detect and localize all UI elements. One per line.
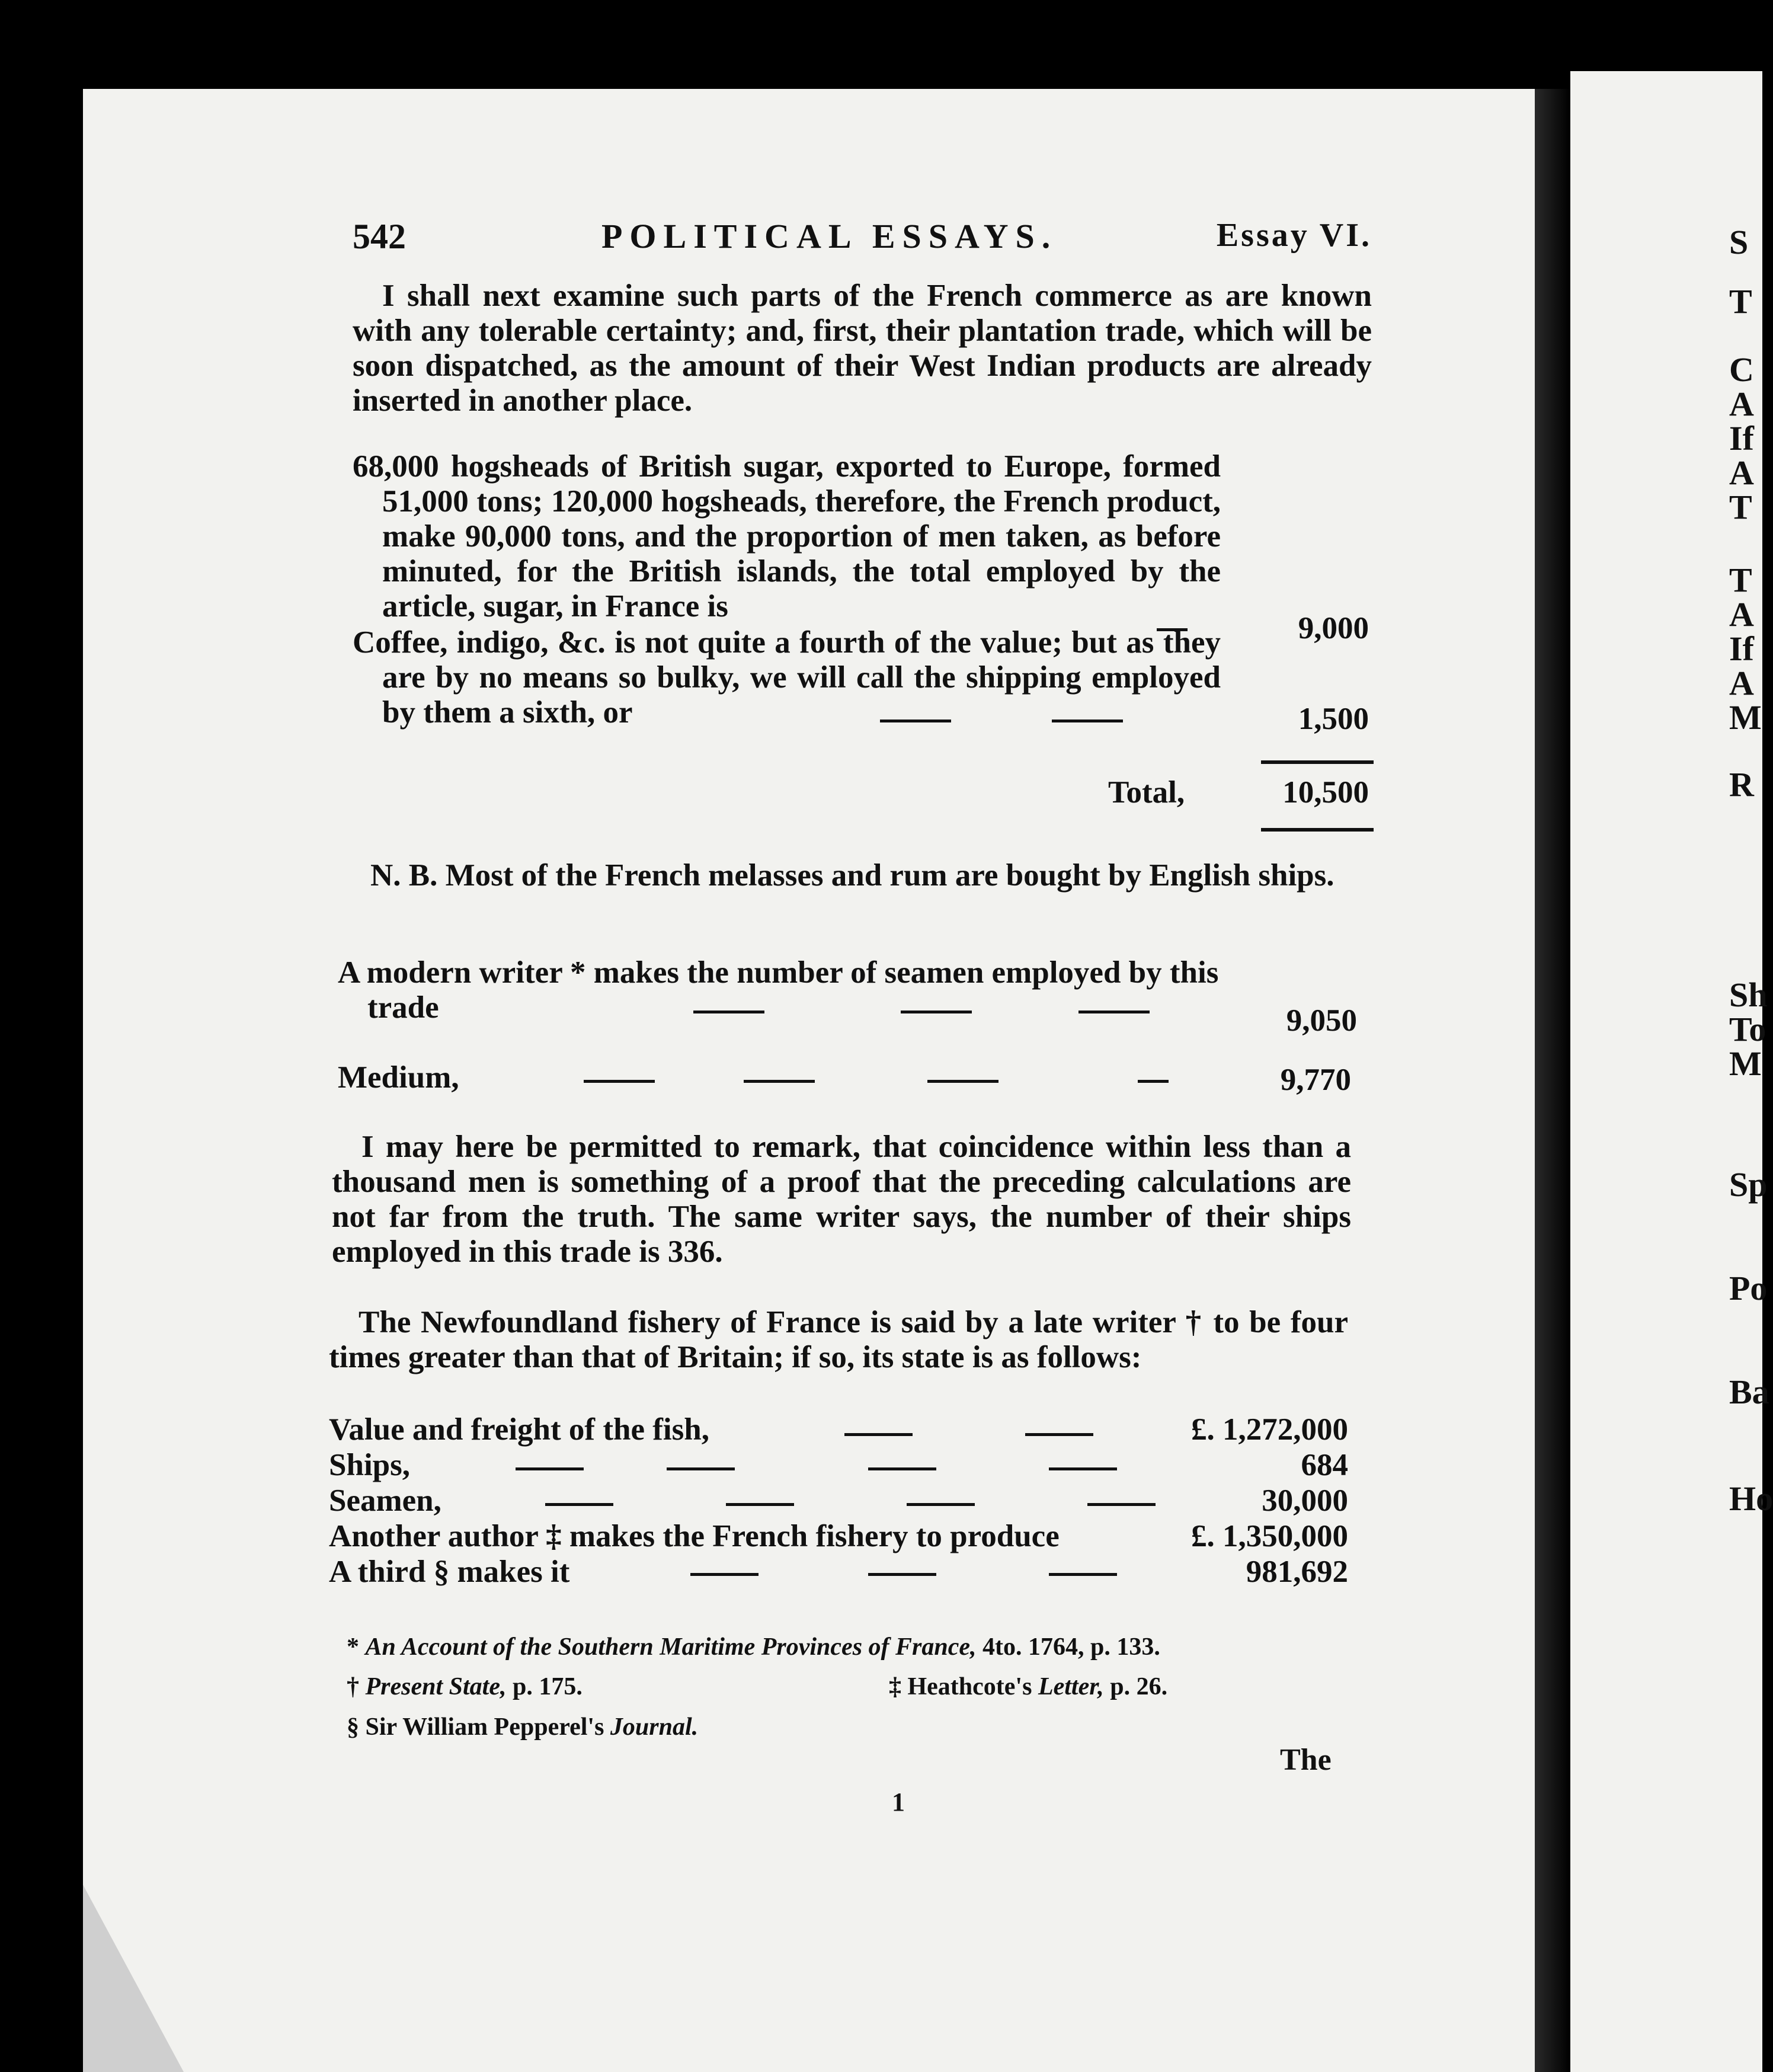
next-page-fragment: A	[1729, 595, 1754, 634]
leader-dash	[693, 1011, 764, 1013]
page-number: 542	[353, 217, 406, 256]
next-page-fragment: M	[1729, 1044, 1762, 1083]
leader-dash	[927, 1080, 998, 1083]
total-rule	[1261, 828, 1374, 832]
leader-dash	[516, 1467, 584, 1470]
leader-dash	[690, 1573, 759, 1576]
leader-dash	[1049, 1573, 1117, 1576]
leader-dash	[844, 1433, 913, 1436]
next-page-fragment: C	[1729, 350, 1754, 389]
footnote-title: An Account of the Southern Maritime Provinces of France,	[365, 1633, 977, 1661]
signature-mark: 1	[892, 1788, 905, 1817]
nb-paragraph: N. B. Most of the French melasses and rum are bought by English ships.	[370, 858, 1334, 893]
footnote-mark: †	[347, 1673, 359, 1700]
next-page-fragment: To	[1729, 1010, 1766, 1048]
coffee-value: 1,500	[1298, 702, 1369, 736]
leader-dash	[1078, 1011, 1150, 1013]
leader-dash	[1052, 720, 1123, 722]
running-title: POLITICAL ESSAYS.	[601, 217, 1058, 255]
footnote-mark: *	[347, 1633, 359, 1661]
modern-writer-value: 9,050	[1286, 1003, 1357, 1038]
total-value: 10,500	[1282, 775, 1369, 810]
modern-writer-paragraph: A modern writer * makes the number of seamen employed by this trade	[338, 955, 1219, 1025]
next-page-fragment: M	[1729, 698, 1762, 737]
leader-dash	[868, 1573, 936, 1576]
newfoundland-paragraph: The Newfoundland fishery of France is said by a late writer † to be four times greater than that of Britain; if so, its state is as follows:	[329, 1305, 1348, 1374]
next-page-fragment: T	[1729, 561, 1752, 599]
essay-label: Essay VI.	[1216, 217, 1372, 254]
leader-dash	[901, 1011, 972, 1013]
footnote-title: Journal.	[610, 1713, 699, 1741]
medium-value: 9,770	[1280, 1063, 1351, 1097]
next-page-fragment: T	[1729, 282, 1752, 321]
fishery-row-label: Value and freight of the fish,	[329, 1412, 709, 1447]
footnote-reference: p. 175.	[513, 1673, 583, 1700]
medium-label: Medium,	[338, 1060, 459, 1095]
sugar-value: 9,000	[1298, 611, 1369, 645]
leader-dash	[584, 1080, 655, 1083]
next-page-fragment: T	[1729, 488, 1752, 526]
fishery-row-label: Seamen,	[329, 1483, 441, 1518]
leader-dash	[1138, 1080, 1169, 1083]
sugar-paragraph: 68,000 hogsheads of British sugar, exported to Europe, formed 51,000 tons; 120,000 hogsheads, therefore, the French product, make 90,000 tons, and the proportion of men taken, as before minuted, for the British islands, the total employed by the article, sugar, in France is	[353, 449, 1221, 623]
next-page-fragment: Sp	[1729, 1165, 1768, 1204]
fishery-row-value: 981,692	[1246, 1555, 1348, 1589]
fishery-row-value: 684	[1301, 1448, 1348, 1482]
next-page-fragment: Ba	[1729, 1373, 1769, 1411]
leader-dash	[907, 1503, 975, 1506]
intro-paragraph: I shall next examine such parts of the French commerce as are known with any tolerable certainty; and, first, their plantation trade, which will be soon dispatched, as the amount of their West Indian products are already inserted in another place.	[353, 279, 1372, 418]
footnote-text: § Sir William Pepperel's	[347, 1713, 604, 1741]
footnote-dagger	[347, 1673, 583, 1701]
footnote-section	[347, 1713, 698, 1741]
folded-corner	[83, 1885, 184, 2072]
catchword: The	[1280, 1743, 1332, 1777]
sum-rule	[1261, 760, 1374, 764]
next-page-fragment: A	[1729, 385, 1754, 423]
footnote-reference: 4to. 1764, p. 133.	[982, 1633, 1160, 1661]
fishery-row-label: Another author ‡ makes the French fishery to produce	[329, 1519, 1060, 1553]
leader-dash	[880, 720, 951, 722]
leader-dash	[868, 1467, 936, 1470]
fishery-row-value: £. 1,272,000	[1191, 1412, 1348, 1447]
leader-dash	[1049, 1467, 1117, 1470]
footnote-mark: ‡ Heathcote's	[889, 1673, 1032, 1700]
next-page-fragment: S	[1729, 223, 1749, 261]
next-page-fragment: A	[1729, 664, 1754, 702]
footnote-reference: p. 26.	[1110, 1673, 1168, 1700]
next-page-fragment: Sh	[1729, 976, 1768, 1014]
total-label: Total,	[1108, 775, 1185, 810]
leader-dash	[667, 1467, 735, 1470]
fishery-row-label: A third § makes it	[329, 1555, 570, 1589]
footnote-title: Present State,	[365, 1673, 507, 1700]
footnote-title: Letter,	[1038, 1673, 1104, 1700]
running-header	[353, 216, 1372, 264]
next-page-fragment: If	[1729, 629, 1754, 668]
leader-dash	[545, 1503, 613, 1506]
next-page-fragment: If	[1729, 419, 1754, 458]
fishery-row-value: 30,000	[1262, 1483, 1348, 1518]
next-page-fragment: R	[1729, 765, 1754, 804]
next-page-fragment: Po	[1729, 1269, 1768, 1307]
next-page-fragment: Ho	[1729, 1479, 1773, 1518]
footnote-star	[347, 1633, 1160, 1661]
fishery-row-value: £. 1,350,000	[1191, 1519, 1348, 1553]
next-page-fragment: A	[1729, 453, 1754, 492]
leader-dash	[1025, 1433, 1093, 1436]
leader-dash	[726, 1503, 794, 1506]
leader-dash	[744, 1080, 815, 1083]
coffee-paragraph: Coffee, indigo, &c. is not quite a fourth of the value; but as they are by no means so bulky, we will call the shipping employed by them a sixth, or	[353, 625, 1221, 730]
footnote-double-dagger	[889, 1673, 1167, 1701]
book-gutter	[1535, 89, 1570, 2072]
remark-paragraph: I may here be permitted to remark, that coincidence within less than a thousand men is something of a proof that the preceding calculations are not far from the truth. The same writer says, the number of their ships employed in this trade is 336.	[332, 1130, 1351, 1269]
fishery-row-label: Ships,	[329, 1448, 411, 1482]
